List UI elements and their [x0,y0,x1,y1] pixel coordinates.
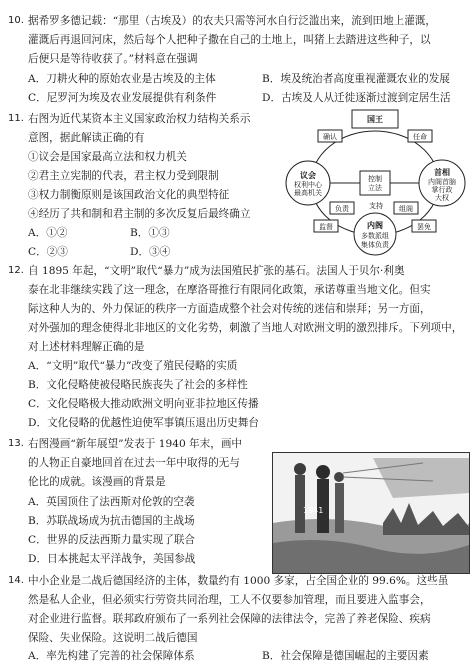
cabinet-sub-2: 集体负责 [361,241,389,249]
option-b[interactable]: B．社会保障是德国崛起的主要因素 [262,650,429,662]
option-b[interactable]: B．①③ [130,227,170,239]
pm-label: 首相 [434,168,450,177]
appoint-label: 任命 [413,133,427,141]
option-c[interactable]: C．②③ [28,246,68,258]
pm-sub-3: 大权 [435,194,449,202]
question-number: 14. [8,575,24,586]
statement-4: ④经历了共和制和君主制的多次反复后最终确立 [28,208,251,220]
option-a[interactable]: A．率先构建了完善的社会保障体系 [28,650,195,662]
question-text-line: 意图，据此解读正确的有 [28,132,145,144]
statement-1: ①议会是国家最高立法和权力机关 [28,151,187,163]
option-d[interactable]: D．日本挑起太平洋战争，美国参战 [28,553,196,565]
question-text-line: 伦比的成就。该漫画的背景是 [28,476,166,488]
question-text-line: 中小企业是二战后德国经济的主体，数量约有 1000 多家，占全国企业的 99.6%。这些虽 [28,575,449,587]
question-number: 11. [8,113,24,124]
option-b[interactable]: B．文化侵略使被侵略民族丧失了社会的多样性 [28,379,248,391]
center-label-2: 立法 [368,184,382,192]
new-year-outlook-cartoon [272,452,470,574]
question-number: 12. [8,265,24,276]
option-a[interactable]: A．“文明”取代“暴力”改变了殖民侵略的实质 [28,360,238,372]
question-number: 13. [8,438,24,449]
option-b[interactable]: B．苏联战场成为抗击德国的主战场 [28,515,195,527]
statement-3: ③权力制衡原则是该国政治文化的典型特征 [28,189,230,201]
option-a[interactable]: A．①② [28,227,68,239]
question-text-line: 对外强加的理念使得北非地区的文化劣势，刺激了当地人对欧洲文明的激烈排斥。下列项中， [28,322,463,334]
confirm-label: 确认 [323,133,337,141]
statement-2: ②君主立宪制的代表，君主权力受到限制 [28,170,219,182]
question-text-line: 右图为近代某资本主义国家政治权力结构关系示 [28,113,251,125]
question-text-line: 据希罗多德记载：“那里（古埃及）的农夫只需等河水自行泛滥出来，流到田地上灌溉， [28,15,436,27]
parliament-label: 议会 [300,171,316,180]
question-text-line: 自 1895 年起，“文明”取代“暴力”成为法国殖民扩张的基石。法国人于贝尔·利奥 [28,265,405,277]
support-label: 支持 [369,202,383,210]
cabinet-label: 内阁 [367,221,383,230]
question-text-line: 右图漫画“新年展望”发表于 1940 年末，画中 [28,438,243,450]
supervise-label: 监督 [319,223,333,231]
cabinet-sub-1: 多数派组 [361,232,389,240]
option-a[interactable]: A．刀耕火种的原始农业是古埃及的主体 [28,73,216,85]
option-c[interactable]: C．文化侵略极大推动欧洲文明向亚非拉地区传播 [28,398,259,410]
question-text-line: 对企业进行监督。联邦政府颁布了一系列社会保障的法律法令，完善了养老保险、疾病 [28,613,431,625]
question-text-line: 灌溉后再退回河床，然后每个人把种子撒在自己的土地上，叫猪上去踏进这些种子，以 [28,34,431,46]
option-d[interactable]: D．文化侵略的优越性迫使军事镇压退出历史舞台 [28,417,259,429]
option-c[interactable]: C．世界的反法西斯力量实现了联合 [28,534,196,546]
king-label: 国王 [367,115,383,124]
question-text-line: 的人物正自豪地回首在过去一年中取得的无与 [28,457,240,469]
responsible-label: 负责 [335,205,349,213]
organize-label: 组阁 [399,205,413,213]
question-text-line: 泰在北非继续实践了这一理念，在摩洛哥推行有限同化政策，承诺尊重当地文化。但实 [28,284,431,296]
center-label-1: 控制 [368,175,382,183]
option-d[interactable]: D．③④ [130,246,171,258]
pm-sub-1: 内阁首脑 [428,178,456,186]
parliament-sub-2: 最高机关 [294,189,322,197]
cartoon-year-label: 1941 [303,506,324,515]
option-b[interactable]: B．埃及统治者高度重视灌溉农业的发展 [262,73,450,85]
option-a[interactable]: A．英国顶住了法西斯对伦敦的空袭 [28,496,195,508]
dismiss-label: 罢免 [417,223,431,231]
question-text-line: 对上述材料理解正确的是 [28,341,145,353]
option-d[interactable]: D．古埃及人从迁徙逐渐过渡到定居生活 [262,92,451,104]
option-c[interactable]: C．尼罗河为埃及农业发展提供有利条件 [28,92,217,104]
parliament-sub-1: 权利中心 [294,181,322,189]
question-text-line: 保险、失业保险。这说明二战后德国 [28,632,198,644]
question-number: 10. [8,15,24,26]
question-text-line: 然是私人企业，但必须实行劳资共同治理，工人不仅要参加管理，而且要进入监事会， [28,594,431,606]
pm-sub-2: 掌行政 [431,186,453,194]
question-text-line: 际这种人为的、外力保证的秩序一方面造成整个社会对传统的迷信和崇拜；另一方面， [28,303,431,315]
question-text-line: 后便只是等待收获了。”材料意在强调 [28,53,198,65]
power-structure-diagram [282,108,468,258]
